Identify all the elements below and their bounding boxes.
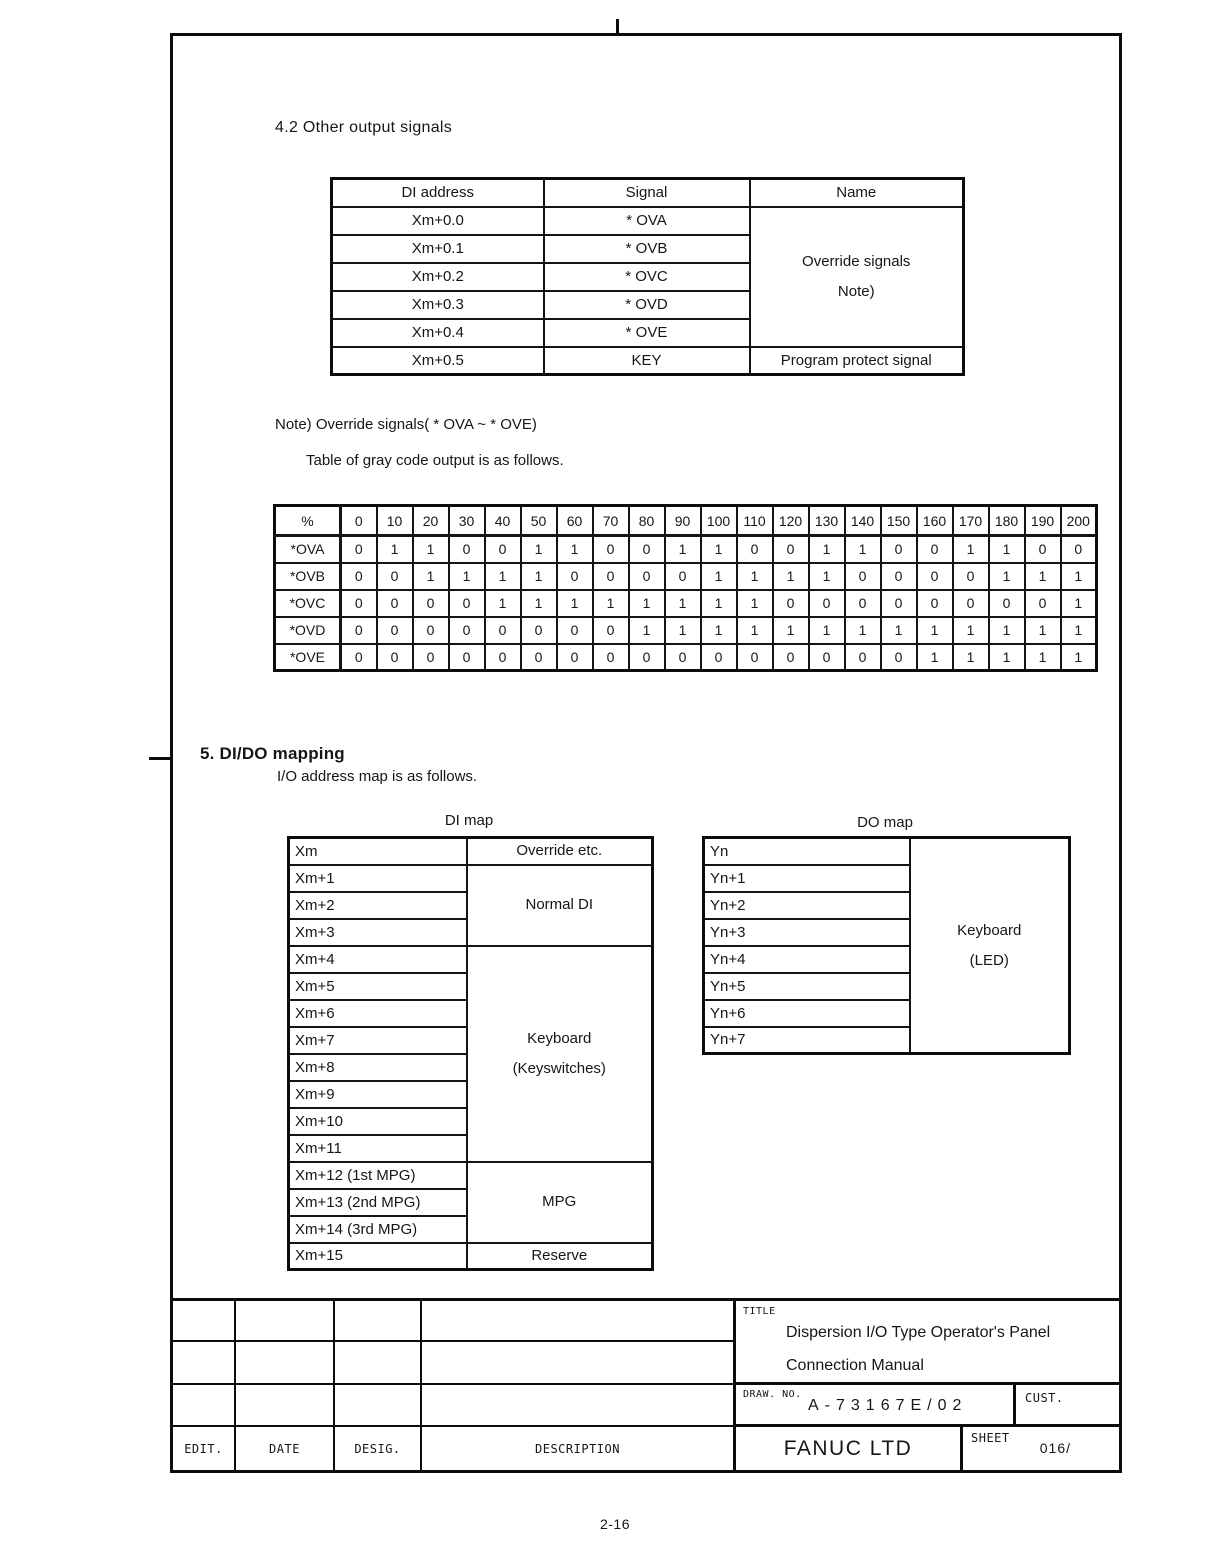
- di-map-row: [289, 1162, 653, 1189]
- gray-bit-cell: 1: [809, 617, 845, 644]
- gray-bit-cell: 1: [485, 590, 521, 617]
- gray-bit-cell: 1: [665, 590, 701, 617]
- gray-row-label: *OVD: [275, 617, 341, 644]
- gray-bit-cell: 0: [809, 590, 845, 617]
- di-map-address-cell: Xm+14 (3rd MPG): [289, 1216, 467, 1243]
- gray-bit-cell: 0: [701, 644, 737, 671]
- gray-bit-cell: 0: [1061, 536, 1097, 563]
- gray-bit-cell: 0: [881, 590, 917, 617]
- gray-bit-cell: 0: [881, 644, 917, 671]
- signal-cell: * OVD: [544, 291, 750, 319]
- di-map-address-cell: Xm+13 (2nd MPG): [289, 1189, 467, 1216]
- do-map-address-cell: Yn+1: [704, 865, 910, 892]
- override-name-cell: [750, 207, 964, 347]
- gray-bit-cell: 1: [1025, 617, 1061, 644]
- gray-bit-cell: 1: [953, 644, 989, 671]
- di-map-address-cell: Xm+4: [289, 946, 467, 973]
- gray-bit-cell: 1: [953, 617, 989, 644]
- di-map-address-cell: Xm+15: [289, 1243, 467, 1270]
- gray-bit-cell: 0: [629, 536, 665, 563]
- di-map-address-cell: Xm+9: [289, 1081, 467, 1108]
- revision-cell: [173, 1385, 236, 1427]
- percent-header-cell: 10: [377, 506, 413, 536]
- company-row: [736, 1427, 1119, 1470]
- di-address-cell: Xm+0.0: [332, 207, 544, 235]
- gray-bit-cell: 1: [953, 536, 989, 563]
- title-block: [170, 1298, 1122, 1473]
- gray-bit-cell: 1: [521, 536, 557, 563]
- gray-bit-cell: 1: [989, 563, 1025, 590]
- gray-row-label: *OVB: [275, 563, 341, 590]
- signal-table-wrap: [330, 177, 965, 376]
- di-signal-table: [330, 177, 965, 376]
- gray-bit-cell: 1: [809, 536, 845, 563]
- di-map-address-cell: Xm+1: [289, 865, 467, 892]
- di-map-wrap: [287, 836, 654, 1271]
- gray-bit-cell: 0: [989, 590, 1025, 617]
- do-map-address-cell: Yn+6: [704, 1000, 910, 1027]
- gray-bit-cell: 0: [413, 644, 449, 671]
- signal-cell: * OVB: [544, 235, 750, 263]
- percent-header-cell: 180: [989, 506, 1025, 536]
- gray-bit-cell: 1: [1061, 563, 1097, 590]
- gray-bit-cell: 0: [341, 563, 377, 590]
- percent-header-cell: 50: [521, 506, 557, 536]
- gray-bit-cell: 0: [845, 563, 881, 590]
- signal-table-header: Signal: [544, 179, 750, 207]
- cust-cell: [1016, 1385, 1119, 1424]
- gray-bit-cell: 0: [917, 590, 953, 617]
- gray-bit-cell: 0: [593, 536, 629, 563]
- gray-bit-cell: 0: [881, 536, 917, 563]
- percent-header-cell: 200: [1061, 506, 1097, 536]
- gray-bit-cell: 0: [773, 590, 809, 617]
- gray-bit-cell: 0: [521, 644, 557, 671]
- gray-bit-cell: 1: [1025, 644, 1061, 671]
- percent-header-cell: 80: [629, 506, 665, 536]
- gray-bit-cell: 1: [377, 536, 413, 563]
- di-map-row: [289, 1243, 653, 1270]
- do-map-address-cell: Yn: [704, 838, 910, 865]
- gray-bit-cell: 1: [773, 617, 809, 644]
- revision-cell: [422, 1342, 733, 1385]
- gray-bit-cell: 0: [449, 617, 485, 644]
- page-number: 2-16: [599, 1516, 631, 1532]
- gray-bit-cell: 1: [521, 563, 557, 590]
- cust-label: CUST.: [1025, 1391, 1064, 1405]
- gray-bit-cell: 1: [989, 536, 1025, 563]
- percent-header-cell: 60: [557, 506, 593, 536]
- gray-bit-cell: 1: [773, 563, 809, 590]
- do-map-address-cell: Yn+7: [704, 1027, 910, 1054]
- gray-code-row: [275, 590, 1097, 617]
- gray-bit-cell: 0: [449, 590, 485, 617]
- gray-code-table-wrap: [273, 504, 1098, 672]
- gray-bit-cell: 1: [413, 563, 449, 590]
- gray-bit-cell: 0: [377, 617, 413, 644]
- gray-bit-cell: 0: [341, 536, 377, 563]
- signal-table-row: [332, 347, 964, 375]
- percent-header-cell: 170: [953, 506, 989, 536]
- draw-no-row: [736, 1385, 1119, 1427]
- di-address-cell: Xm+0.3: [332, 291, 544, 319]
- left-margin-tick: [149, 757, 171, 760]
- gray-code-row: [275, 617, 1097, 644]
- di-map-row: [289, 946, 653, 973]
- gray-bit-cell: 0: [845, 644, 881, 671]
- do-map-category-cell-line: Keyboard: [957, 921, 1022, 939]
- gray-bit-cell: 1: [845, 536, 881, 563]
- di-address-cell: Xm+0.2: [332, 263, 544, 291]
- gray-bit-cell: 0: [917, 536, 953, 563]
- gray-bit-cell: 0: [485, 617, 521, 644]
- title-area: [736, 1301, 1119, 1385]
- gray-bit-cell: 1: [521, 590, 557, 617]
- revision-cell: [335, 1342, 422, 1385]
- di-map-address-cell: Xm: [289, 838, 467, 865]
- section-5-heading: 5. DI/DO mapping: [200, 744, 345, 763]
- gray-bit-cell: 0: [485, 644, 521, 671]
- doc-title-line2: Connection Manual: [786, 1357, 924, 1374]
- di-map-category-cell-line: Reserve: [531, 1246, 588, 1264]
- gray-bit-cell: 0: [557, 644, 593, 671]
- gray-bit-cell: 0: [917, 563, 953, 590]
- draw-no-cell: [736, 1385, 1016, 1424]
- gray-bit-cell: 1: [665, 617, 701, 644]
- gray-bit-cell: 1: [737, 563, 773, 590]
- gray-bit-cell: 0: [341, 590, 377, 617]
- note-line1: Note) Override signals( * OVA ~ * OVE): [275, 416, 537, 433]
- gray-bit-cell: 0: [557, 563, 593, 590]
- gray-bit-cell: 1: [629, 617, 665, 644]
- draw-no-label: DRAW. NO.: [743, 1389, 802, 1400]
- signal-cell: KEY: [544, 347, 750, 375]
- gray-bit-cell: 1: [665, 536, 701, 563]
- gray-code-table: [273, 504, 1098, 672]
- revision-cell: [422, 1301, 733, 1342]
- gray-bit-cell: 0: [377, 563, 413, 590]
- revision-cell: [236, 1301, 335, 1342]
- revision-cell: [236, 1342, 335, 1385]
- percent-header-cell: 70: [593, 506, 629, 536]
- note-line2: Table of gray code output is as follows.: [306, 452, 564, 469]
- gray-bit-cell: 0: [809, 644, 845, 671]
- di-map-category-cell: [467, 838, 653, 865]
- do-map-address-cell: Yn+2: [704, 892, 910, 919]
- do-map-category-cell-line: (LED): [969, 951, 1009, 969]
- do-map-address-cell: Yn+5: [704, 973, 910, 1000]
- di-map-address-cell: Xm+8: [289, 1054, 467, 1081]
- percent-header-cell: 120: [773, 506, 809, 536]
- signal-cell: * OVE: [544, 319, 750, 347]
- company-cell: [736, 1427, 963, 1470]
- gray-bit-cell: 1: [557, 536, 593, 563]
- company-name: FANUC LTD: [783, 1436, 913, 1460]
- sheet-value: 016/: [1039, 1440, 1071, 1456]
- di-map-table: [287, 836, 654, 1271]
- gray-bit-cell: 1: [449, 563, 485, 590]
- date-label: DATE: [236, 1427, 335, 1470]
- gray-code-row: [275, 536, 1097, 563]
- di-map-category-cell: [467, 946, 653, 1162]
- gray-bit-cell: 0: [557, 617, 593, 644]
- do-map-address-cell: Yn+4: [704, 946, 910, 973]
- di-map-row: [289, 838, 653, 865]
- percent-header-cell: 150: [881, 506, 917, 536]
- gray-bit-cell: 1: [701, 563, 737, 590]
- di-map-address-cell: Xm+10: [289, 1108, 467, 1135]
- gray-bit-cell: 0: [521, 617, 557, 644]
- override-name-cell-line: Note): [837, 282, 875, 300]
- revision-cell: [335, 1301, 422, 1342]
- di-map-category-cell: [467, 1243, 653, 1270]
- gray-bit-cell: 1: [701, 536, 737, 563]
- edit-label: EDIT.: [173, 1427, 236, 1470]
- doc-title-line1: Dispersion I/O Type Operator's Panel: [786, 1324, 1051, 1341]
- gray-bit-cell: 0: [737, 536, 773, 563]
- sheet-cell: [963, 1427, 1119, 1470]
- revision-cell: [422, 1385, 733, 1427]
- di-address-cell: Xm+0.4: [332, 319, 544, 347]
- gray-bit-cell: 0: [953, 590, 989, 617]
- gray-bit-cell: 0: [953, 563, 989, 590]
- gray-bit-cell: 0: [341, 617, 377, 644]
- top-center-tick: [616, 19, 619, 36]
- gray-bit-cell: 1: [413, 536, 449, 563]
- gray-bit-cell: 0: [341, 644, 377, 671]
- gray-bit-cell: 0: [737, 644, 773, 671]
- gray-bit-cell: 0: [485, 536, 521, 563]
- gray-bit-cell: 1: [917, 617, 953, 644]
- revision-cell: [335, 1385, 422, 1427]
- gray-bit-cell: 1: [881, 617, 917, 644]
- percent-header-cell: 0: [341, 506, 377, 536]
- signal-name-cell: Program protect signal: [750, 347, 964, 375]
- di-map-category-cell: [467, 1162, 653, 1243]
- percent-header-cell: 90: [665, 506, 701, 536]
- draw-no-value: A-73167E/02: [808, 1397, 968, 1414]
- gray-bit-cell: 0: [1025, 590, 1061, 617]
- gray-bit-cell: 1: [1061, 617, 1097, 644]
- di-map-caption: DI map: [444, 812, 494, 829]
- revision-cell: [236, 1385, 335, 1427]
- percent-header-cell: 40: [485, 506, 521, 536]
- gray-bit-cell: 1: [593, 590, 629, 617]
- section-5-subtitle: I/O address map is as follows.: [277, 768, 478, 785]
- gray-row-label: *OVC: [275, 590, 341, 617]
- gray-bit-cell: 0: [881, 563, 917, 590]
- gray-bit-cell: 1: [485, 563, 521, 590]
- percent-header-cell: 160: [917, 506, 953, 536]
- gray-bit-cell: 1: [701, 590, 737, 617]
- gray-bit-cell: 1: [557, 590, 593, 617]
- revision-grid: [173, 1301, 733, 1470]
- desig-label: DESIG.: [335, 1427, 422, 1470]
- gray-bit-cell: 1: [845, 617, 881, 644]
- percent-header-cell: 30: [449, 506, 485, 536]
- di-map-category-cell-line: Override etc.: [516, 842, 603, 860]
- di-map-address-cell: Xm+2: [289, 892, 467, 919]
- gray-bit-cell: 1: [1061, 644, 1097, 671]
- gray-bit-cell: 1: [701, 617, 737, 644]
- override-name-cell-line: Override signals: [802, 252, 911, 270]
- sheet-label: SHEET: [971, 1431, 1010, 1445]
- percent-header-cell: 140: [845, 506, 881, 536]
- gray-row-label: *OVE: [275, 644, 341, 671]
- percent-header-cell: 130: [809, 506, 845, 536]
- di-map-address-cell: Xm+12 (1st MPG): [289, 1162, 467, 1189]
- percent-header-cell: 100: [701, 506, 737, 536]
- signal-table-header: DI address: [332, 179, 544, 207]
- di-map-address-cell: Xm+3: [289, 919, 467, 946]
- gray-bit-cell: 0: [449, 644, 485, 671]
- gray-bit-cell: 1: [629, 590, 665, 617]
- di-map-address-cell: Xm+11: [289, 1135, 467, 1162]
- di-map-category-cell-line: Keyboard: [527, 1029, 592, 1047]
- gray-bit-cell: 0: [773, 536, 809, 563]
- title-block-right: [733, 1301, 1119, 1470]
- signal-table-row: [332, 207, 964, 235]
- percent-header-cell: 20: [413, 506, 449, 536]
- di-map-address-cell: Xm+6: [289, 1000, 467, 1027]
- percent-corner-cell: %: [275, 506, 341, 536]
- gray-bit-cell: 1: [737, 590, 773, 617]
- di-map-address-cell: Xm+5: [289, 973, 467, 1000]
- gray-bit-cell: 0: [593, 617, 629, 644]
- gray-bit-cell: 0: [413, 617, 449, 644]
- gray-bit-cell: 0: [449, 536, 485, 563]
- do-map-caption: DO map: [857, 814, 913, 831]
- gray-bit-cell: 0: [629, 644, 665, 671]
- section-4-2-heading: 4.2 Other output signals: [275, 119, 453, 136]
- gray-bit-cell: 1: [737, 617, 773, 644]
- gray-bit-cell: 0: [773, 644, 809, 671]
- gray-bit-cell: 0: [413, 590, 449, 617]
- gray-bit-cell: 0: [845, 590, 881, 617]
- gray-bit-cell: 1: [809, 563, 845, 590]
- revision-cell: [173, 1342, 236, 1385]
- gray-bit-cell: 1: [1025, 563, 1061, 590]
- percent-header-cell: 110: [737, 506, 773, 536]
- gray-bit-cell: 0: [377, 644, 413, 671]
- percent-header-cell: 190: [1025, 506, 1061, 536]
- do-map-category-cell: [910, 838, 1070, 1054]
- revision-cell: [173, 1301, 236, 1342]
- gray-bit-cell: 1: [1061, 590, 1097, 617]
- signal-cell: * OVC: [544, 263, 750, 291]
- do-map-wrap: [702, 836, 1071, 1055]
- di-map-address-cell: Xm+7: [289, 1027, 467, 1054]
- gray-bit-cell: 0: [1025, 536, 1061, 563]
- title-label: TITLE: [743, 1306, 776, 1317]
- gray-bit-cell: 0: [665, 563, 701, 590]
- di-map-row: [289, 865, 653, 892]
- signal-cell: * OVA: [544, 207, 750, 235]
- gray-bit-cell: 0: [377, 590, 413, 617]
- do-map-table: [702, 836, 1071, 1055]
- gray-bit-cell: 1: [989, 617, 1025, 644]
- gray-bit-cell: 1: [989, 644, 1025, 671]
- di-address-cell: Xm+0.5: [332, 347, 544, 375]
- di-map-category-cell: [467, 865, 653, 946]
- di-map-category-cell-line: Normal DI: [525, 896, 593, 913]
- gray-bit-cell: 0: [629, 563, 665, 590]
- gray-bit-cell: 0: [593, 644, 629, 671]
- description-label: DESCRIPTION: [535, 1441, 620, 1456]
- gray-bit-cell: 0: [665, 644, 701, 671]
- gray-code-row: [275, 563, 1097, 590]
- gray-code-row: [275, 644, 1097, 671]
- gray-row-label: *OVA: [275, 536, 341, 563]
- di-map-category-cell-line: (Keyswitches): [512, 1059, 606, 1077]
- do-map-row: [704, 838, 1070, 865]
- di-map-category-cell-line: MPG: [542, 1193, 577, 1210]
- gray-bit-cell: 0: [593, 563, 629, 590]
- gray-bit-cell: 1: [917, 644, 953, 671]
- do-map-address-cell: Yn+3: [704, 919, 910, 946]
- signal-table-header: Name: [750, 179, 964, 207]
- di-address-cell: Xm+0.1: [332, 235, 544, 263]
